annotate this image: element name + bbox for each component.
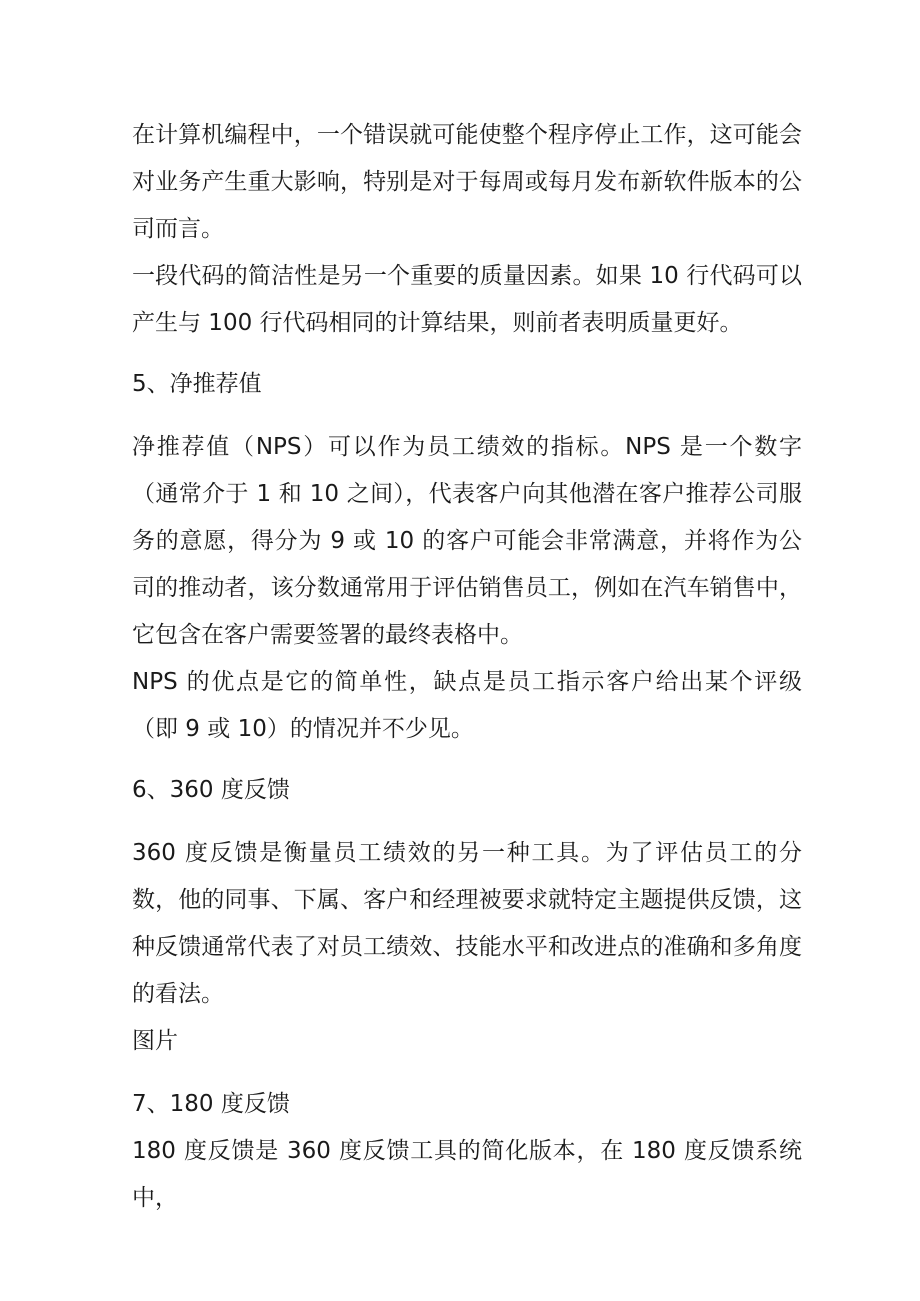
paragraph-180-feedback: 180 度反馈是 360 度反馈工具的简化版本，在 180 度反馈系统中， [132,1138,802,1211]
paragraph-nps-pros-cons: NPS 的优点是它的简单性，缺点是员工指示客户给出某个评级（即 9 或 10）的情况并不少见。 [132,669,802,742]
section-heading-180-feedback: 7、180 度反馈 [132,1091,290,1117]
paragraph-360-feedback: 360 度反馈是衡量员工绩效的另一种工具。为了评估员工的分数，他的同事、下属、客户和经理被要求就特定主题提供反馈，这种反馈通常代表了对员工绩效、技能水平和改进点的准确和多角度的看法。 [132,840,802,1007]
image-caption: 图片 [132,1028,178,1054]
document-body [132,112,802,1222]
section-heading-360-feedback: 6、360 度反馈 [132,777,290,803]
section-heading-nps: 5、净推荐值 [132,371,262,397]
paragraph-nps-definition: 净推荐值（NPS）可以作为员工绩效的指标。NPS 是一个数字（通常介于 1 和 10 之间），代表客户向其他潜在客户推荐公司服务的意愿，得分为 9 或 10 的客户可能会非常满意，并将作为公司的推动者，该分数通常用于评估销售员工，例如在汽车销售中，它包含在客户需要签署的最终表格中。 [132,434,802,648]
paragraph-code-simplicity: 一段代码的简洁性是另一个重要的质量因素。如果 10 行代码可以产生与 100 行代码相同的计算结果，则前者表明质量更好。 [132,263,802,336]
paragraph-programming-errors: 在计算机编程中，一个错误就可能使整个程序停止工作，这可能会对业务产生重大影响，特别是对于每周或每月发布新软件版本的公司而言。 [132,122,802,242]
